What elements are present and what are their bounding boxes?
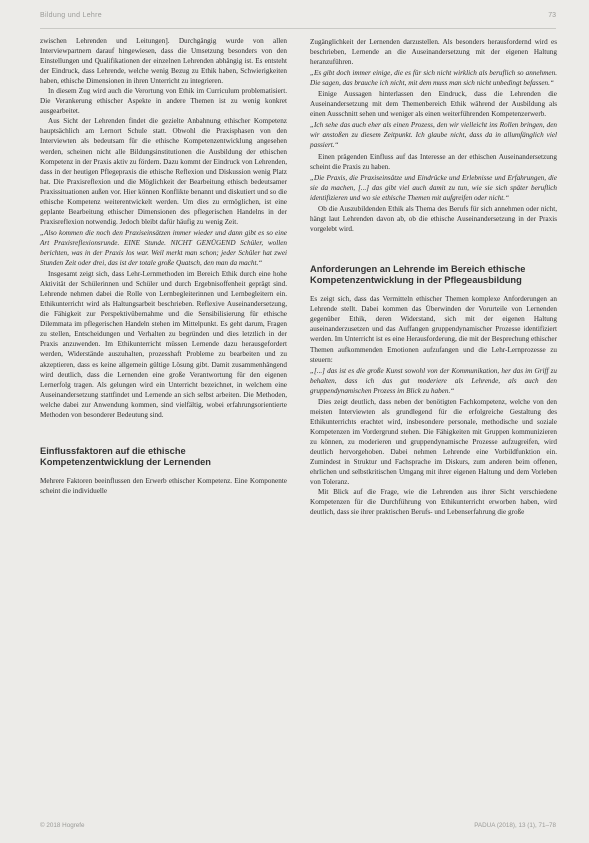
interview-quote: „Ich sehe das auch eher als einen Prozess, den wir vielleicht ins Rollen bringen, den wir anstoßen zu diesem Zeitpunkt. Ich glaube nicht, dass da in allumfänglich viel passiert.“ <box>310 121 557 150</box>
section-spacer <box>310 234 557 264</box>
paragraph: Insgesamt zeigt sich, dass Lehr-Lernmethoden im Bereich Ethik durch eine hohe Aktivität der Schülerinnen und Schüler und durch Ergebnisoffenheit geprägt sind. Lehrende nehmen dabei die Rolle von Lernbegleiterinnen und Lernbegleitern ein. Ethikunterricht wird als Haltungsarbeit beschrieben. Reflexive Auseinandersetzung, die Fähigkeit zur Perspektivübernahme und die Sensibilisierung für ethische Dilemmata im pflegerischen Handeln stehen im Mittelpunkt. Es geht darum, Fragen zu stellen, Entscheidungen und Verhalten zu begründen und dies letztlich in der Praxis anzuwenden. Im Ethikunterricht müssen Lernende dazu herausgefordert werden, Widerstände auszuhalten, prozesshaft Probleme zu bearbeiten und zu akzeptieren, dass es keine allgemein gültige Lösung gibt. Damit zusammenhängend wird deutlich, dass die Lernenden eine große Verantwortung für den eigenen Lernerfolg tragen. Als gelungen wird ein Unterricht bezeichnet, in welchem eine Auseinandersetzung stattfindet und Lernende an sich selbst arbeiten. Die Methoden, welche dabei zur Anwendung kommen, sind vielfältig, wobei erfahrungsorientierte Methoden von besonderer Bedeutung sind. <box>40 270 287 419</box>
paragraph: Aus Sicht der Lehrenden findet die gezielte Anbahnung ethischer Kompetenz hauptsächlich am Lernort Schule statt. Obwohl die Praxisphasen von den Interviewten als bedeutsam für die ethische Kompetenzentwicklung angesehen werden, scheinen nicht alle Bildungsinstitutionen die Ausbildung der ethischen Kompetenz in der Praxis aktiv zu fördern. Dazu kommt der Eindruck von Lehrenden, dass in der heutigen Pflegepraxis die ethische Reflexion und Diskussion wenig Platz hat. Die Praxisreflexion und die Möglichkeit der Bearbeitung ethisch bedeutsamer Praxissituationen außen vor. Hier können Konflikte benannt und diskutiert und so die ethische Kompetenz weiterentwickelt werden. Um dies zu ermöglichen, ist eine geplante Bearbeitung ethischer Dimensionen des pflegerischen Handelns in der Praxisreflexion notwendig. Jedoch bleibt dafür häufig zu wenig Zeit. <box>40 117 287 226</box>
section-spacer <box>40 420 287 446</box>
paragraph: Zugänglichkeit der Lernenden darzustellen. Als besonders herausfordernd wird es beschrieben, Lernende an die Auseinandersetzung mit der eigenen Haltung heranzuführen. <box>310 38 557 67</box>
section-spacer <box>40 468 287 476</box>
section-heading: Einflussfaktoren auf die ethische Kompetenzentwicklung der Lernenden <box>40 445 211 467</box>
left-column <box>40 36 287 496</box>
running-head <box>40 10 556 24</box>
paragraph: Ob die Auszubildenden Ethik als Thema des Berufs für sich annehmen oder nicht, hängt laut Lehrenden davon ab, ob die ethische Auseinandersetzung in der Praxis vorgelebt wird. <box>310 204 557 233</box>
paragraph: Einige Aussagen hinterlassen den Eindruck, dass die Lehrenden die Auseinandersetzung mit dem Themenbereich Ethik während der Ausbildung als einen Ausschnitt sehen und weniger als einen weiterführenden Kompetenzerwerb. <box>310 90 557 119</box>
publisher-note: © 2018 Hogrefe <box>40 822 85 829</box>
paragraph: Mit Blick auf die Frage, wie die Lehrenden aus ihrer Sicht verschiedene Kompetenzen für die Durchführung von Ethikunterricht erworben haben, wird deutlich, dass sie ihrer praktischen Berufs- und Lebenserfahrung die große <box>310 488 557 517</box>
header-divider <box>40 28 556 29</box>
section-spacer <box>310 286 557 294</box>
paragraph: Es zeigt sich, dass das Vermitteln ethischer Themen komplexe Anforderungen an Lehrende stellt. Dabei kommen das Überwinden der Vorurteile von Lernenden gegenüber Ethik, deren Widerstand, sich mit der eigenen Haltung auseinanderzusetzen und das Auffangen gruppendynamischer Prozesse identifiziert werden. Im Unterricht ist es eine Herausforderung, die mit der Besprechung ethischer Themen aufkommenden Emotionen aufzufangen und die Lehr-Lernprozesse zu steuern: <box>310 295 557 364</box>
interview-quote: „Die Praxis, die Praxiseinsätze und Eindrücke und Erlebnisse und Erfahrungen, die sie da machen, [...] das gibt viel auch damit zu tun, wie sie sich später beruflich identifizieren und wo sie ethische Themen mit aufgreifen oder nicht.“ <box>310 173 557 202</box>
journal-citation: PADUA (2018), 13 (1), 71–78 <box>474 822 556 829</box>
page-number: 73 <box>548 12 556 19</box>
interview-quote: „Also kommen die noch den Praxiseinsätzen immer wieder und dann gibt es so eine Art Praxisreflexionsrunde. EINE Stunde. NICHT GENÜGEND Schüler, wollen berichten, was in der Praxis los war. Weil merkt man schon; jeder Schüler hat zwei Stunden Zeit oder drei, das ist der totale große Quatsch, den man da macht.“ <box>40 228 287 268</box>
paragraph: In diesem Zug wird auch die Verortung von Ethik im Curriculum problematisiert. Die Verankerung ethischer Aspekte in andere Themen ist zu wenig konkret ausgearbeitet. <box>40 87 287 116</box>
interview-quote: „Es gibt doch immer einige, die es für sich nicht wirklich als beruflich so annehmen. Die sagen, das brauche ich nicht, mit dem muss man sich nicht unbedingt befassen.“ <box>310 69 557 88</box>
interview-quote: „[...] das ist es die große Kunst sowohl von der Kommunikation, her das im Griff zu behalten, dass ich das gut moderiere als Lehrende, als auch den gruppendynamischen Prozess im Blick zu haben.“ <box>310 366 557 395</box>
paragraph: Dies zeigt deutlich, dass neben der benötigten Fachkompetenz, welche von den meisten Interviewten als grundlegend für die erfolgreiche Gestaltung des Ethikunterrichts erachtet wird, insbesondere personale, methodische und soziale Kompetenzen im Vordergrund stehen. Die Fähigkeiten mit Gruppen kommunizieren zu können, zu moderieren und gruppendynamische Prozesse aufzugreifen, wird deutlich hervorgehoben. Dabei nehmen Lehrende eine Vorbildfunktion ein. Zumindest in Struktur und Fachsprache im Diskurs, zum anderen beim offenen, ehrlichen und selbstkritischen Umgang mit ihrer eigenen Haltung und dem Vorleben von Toleranz. <box>310 397 557 487</box>
right-column <box>310 37 557 517</box>
section-title: Bildung und Lehre <box>40 12 102 19</box>
page-footer <box>40 822 556 834</box>
paragraph: Mehrere Faktoren beeinflussen den Erwerb ethischer Kompetenz. Eine Komponente scheint die individuelle <box>40 477 287 496</box>
section-heading: Anforderungen an Lehrende im Bereich ethische Kompetenzentwicklung in der Pflegeausbildung <box>310 263 526 286</box>
paragraph: zwischen Lehrenden und Leitungen]. Durchgängig wurde von allen Interviewpartnern darauf hingewiesen, dass die Umsetzung besonders von den Einstellungen und Qualifikationen der einzelnen Lehrenden abhängig ist. Es entsteht der Eindruck, dass Lehrende, welche wenig Bezug zu Ethik haben, Schwierigkeiten haben, ethische Dimensionen in ihren Unterricht zu integrieren. <box>40 37 287 86</box>
paragraph: Einen prägenden Einfluss auf das Interesse an der ethischen Auseinandersetzung scheint die Praxis zu haben. <box>310 152 557 171</box>
